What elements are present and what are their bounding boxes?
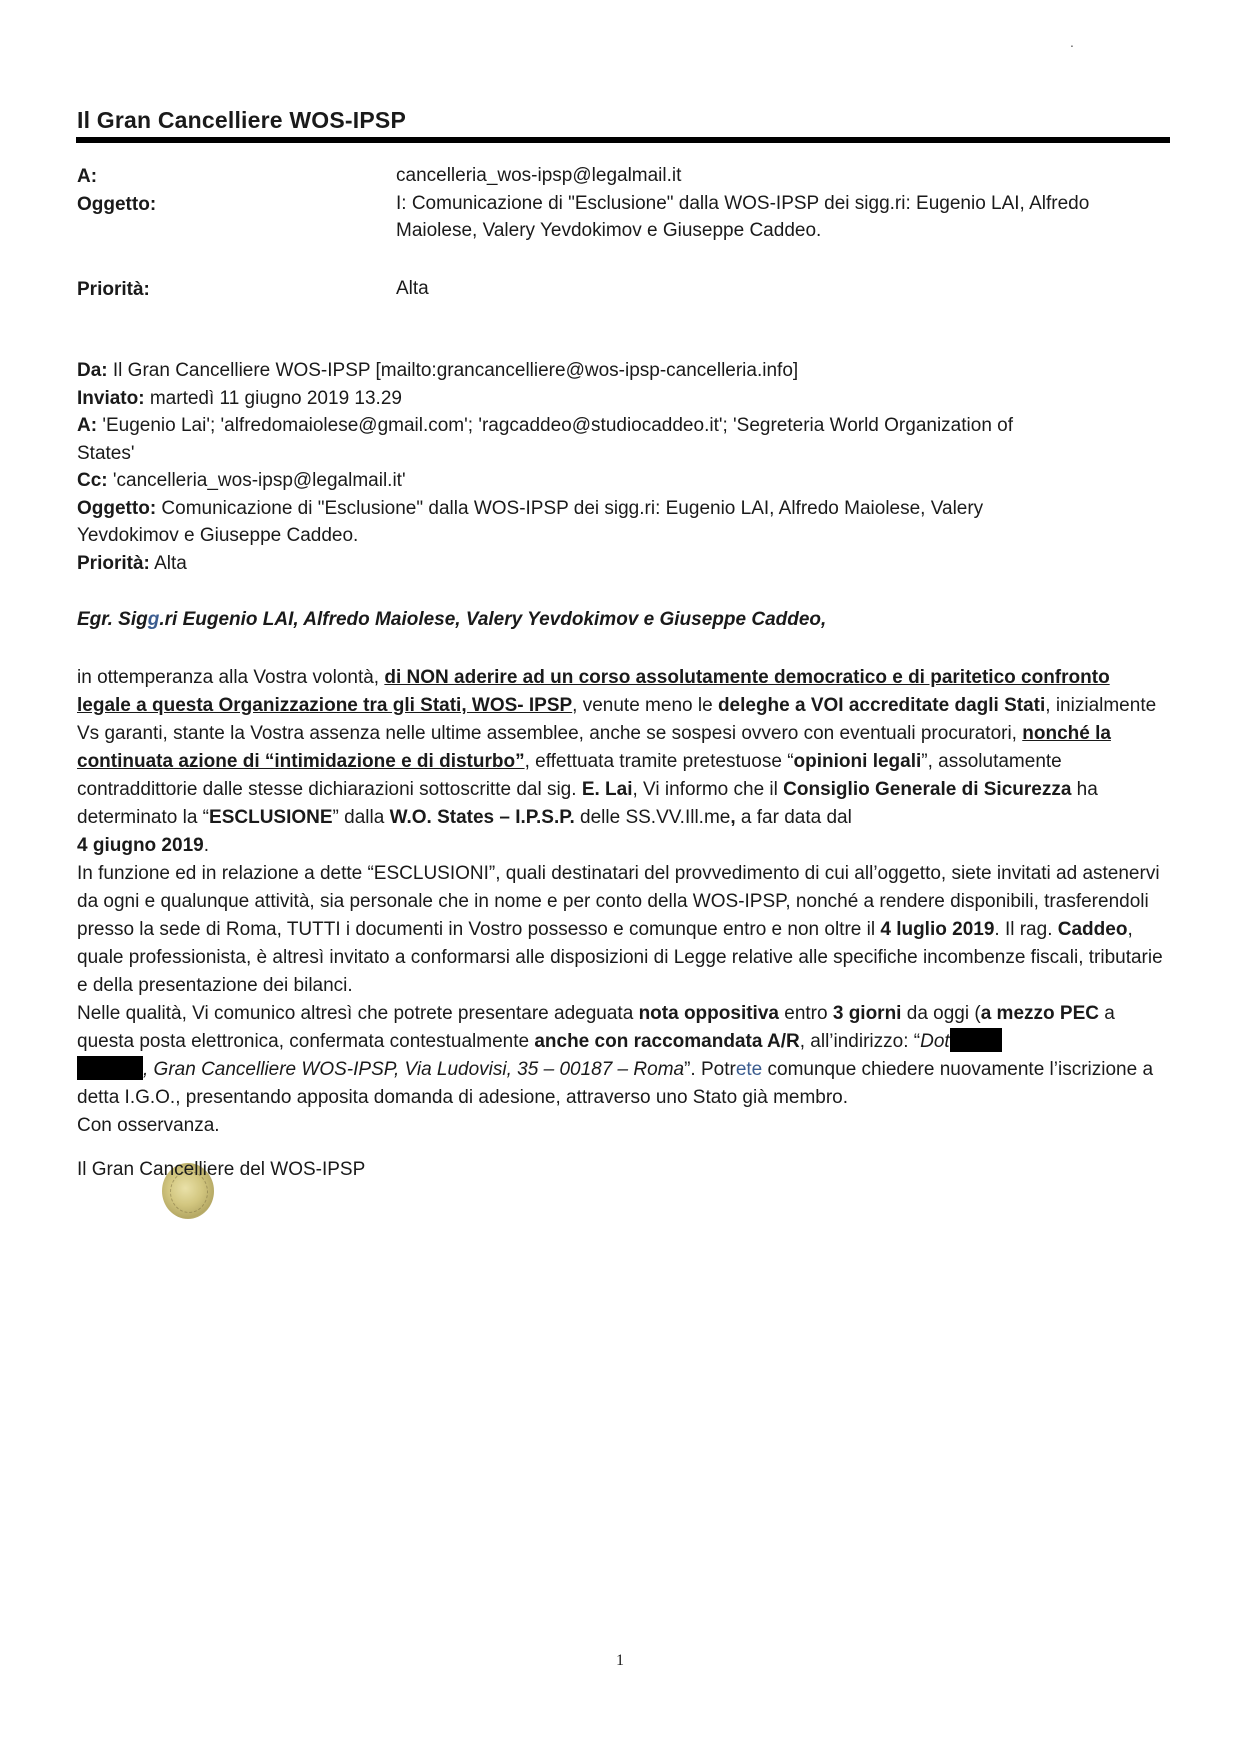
forwarded-meta — [77, 357, 1177, 577]
text-run: , quale professionista, è altresì invitato a conformarsi alle disposizioni di Legge relative alle specifiche incombenze fiscali, tributarie e della presentazione dei bilanci. — [77, 919, 1163, 996]
meta-subject-value: Comunicazione di "Esclusione" dalla WOS-IPSP dei sigg.ri: Eugenio LAI, Alfredo Maiolese, Valery — [156, 497, 984, 519]
text-run: , Vi informo che il — [632, 779, 784, 800]
redaction-block — [950, 1028, 1002, 1052]
meta-cc — [77, 467, 1177, 495]
text-run: , venute meno le — [572, 695, 718, 716]
text-run-italic: , Gran Cancelliere WOS-IPSP, Via Ludovisi, 35 – 00187 – Roma — [143, 1059, 685, 1080]
meta-priority — [77, 550, 1177, 578]
text-run: ” dalla — [332, 807, 390, 828]
text-run: , all’indirizzo: “ — [799, 1031, 921, 1052]
letter-body — [77, 664, 1167, 1140]
meta-to-label: A: — [77, 415, 98, 436]
paragraph-1 — [77, 664, 1167, 860]
text-run: in ottemperanza alla Vostra volontà, — [77, 667, 385, 688]
paragraph-2 — [77, 860, 1167, 1000]
letter-salutation — [77, 609, 826, 631]
meta-cc-label: Cc: — [77, 470, 108, 491]
salutation-part: Egr. Sig — [77, 609, 148, 630]
text-run: a far data dal — [735, 807, 852, 828]
text-run: , effettuata tramite pretestuose “ — [524, 751, 794, 772]
text-run-blue: ete — [735, 1059, 763, 1080]
text-run-bold: E. Lai — [581, 779, 633, 800]
text-run-bold: 3 giorni — [832, 1003, 902, 1024]
text-run: a questa posta elettronica, confermata contestualmente — [77, 1003, 1115, 1052]
meta-sent-label: Inviato: — [77, 387, 145, 409]
text-run-bold: , — [730, 807, 736, 828]
title-rule — [76, 137, 1170, 143]
meta-subject — [77, 495, 1177, 523]
header-to-label: A: — [77, 166, 98, 187]
text-run-bold: a mezzo PEC — [980, 1003, 1099, 1024]
text-run-bold: deleghe a VOI accreditate dagli Stati — [717, 695, 1046, 716]
meta-to-cont: States' — [77, 442, 135, 464]
meta-to-value: 'Eugenio Lai'; 'alfredomaiolese@gmail.com'; 'ragcaddeo@studiocaddeo.it'; 'Segreteria World Organization of — [97, 415, 1014, 436]
text-run-bold: anche con raccomandata A/R — [534, 1031, 800, 1052]
text-run-bold: W.O. States – I.P.S.P. — [389, 807, 575, 828]
page-number: 1 — [616, 1652, 624, 1669]
meta-from — [77, 357, 1177, 385]
text-run: , inizialmente Vs garanti, stante la Vostra assenza nelle ultime assemblee, anche se sospesi ovvero con eventuali procuratori, — [77, 695, 1157, 744]
corner-mark: . — [1070, 34, 1074, 50]
text-run-italic: Dot — [920, 1031, 950, 1052]
salutation-part: .ri Eugenio LAI, Alfredo Maiolese, Valery Yevdokimov e Giuseppe Caddeo, — [159, 609, 827, 630]
text-run-bold: nota oppositiva — [638, 1003, 779, 1024]
meta-subject-label: Oggetto: — [77, 497, 157, 519]
text-run: delle SS.VV.Ill.me — [574, 807, 731, 828]
header-to-value: cancelleria_wos-ipsp@legalmail.it — [396, 165, 682, 186]
text-run: In funzione ed in relazione a dette “ESCLUSIONI”, quali destinatari del provvedimento di cui all’oggetto, siete invitati ad astenervi da ogni e qualunque attività, sia personale che in nome e per conto della WOS-IPSP, nonché a rendere disponibili, trasferendoli presso la sede di Roma, TUTTI i documenti in Vostro possesso e comunque entro e non oltre il — [77, 863, 1160, 940]
text-run-bold: Caddeo — [1057, 919, 1128, 940]
signature-line: Il Gran Cancelliere del WOS-IPSP — [77, 1159, 366, 1180]
closing: Con osservanza. — [77, 1115, 220, 1136]
meta-sent — [77, 385, 1177, 413]
text-run: ”, assolutamente contraddittorie dalle stesse dichiarazioni sottoscritte dal sig. — [77, 751, 1062, 800]
header-subject-value — [396, 190, 1156, 244]
salutation-part: g — [147, 609, 160, 630]
text-run-bold-underline: di NON aderire ad un corso assolutamente democratico e di paritetico confronto legale a questa Organizzazione tra gli Stati, WOS- IPSP — [77, 667, 1110, 716]
text-run: Nelle qualità, Vi comunico altresì che potrete presentare adeguata — [77, 1003, 639, 1024]
meta-priority-label: Priorità: — [77, 552, 150, 574]
text-run: ha determinato la “ — [77, 779, 1098, 828]
header-priority-label: Priorità: — [77, 279, 150, 300]
text-run-bold: Consiglio Generale di Sicurezza — [783, 779, 1072, 800]
paragraph-3 — [77, 1000, 1167, 1112]
text-run: . — [203, 835, 209, 856]
meta-to — [77, 412, 1177, 440]
text-run: da oggi ( — [901, 1003, 981, 1024]
text-run-bold: opinioni legali — [793, 751, 922, 772]
text-run: . Il rag. — [994, 919, 1058, 940]
text-run: ”. Potr — [684, 1059, 736, 1080]
text-run: entro — [778, 1003, 833, 1024]
meta-subject-cont: Yevdokimov e Giuseppe Caddeo. — [77, 525, 359, 546]
text-run-bold: 4 giugno 2019 — [77, 835, 204, 856]
text-run-bold: ESCLUSIONE — [209, 807, 333, 828]
header-subject-label: Oggetto: — [77, 194, 157, 215]
text-run: comunque chiedere nuovamente l’iscrizione a detta I.G.O., presentando apposita domanda di adesione, attraverso uno Stato già membro. — [77, 1059, 1154, 1108]
text-run-bold: 4 luglio 2019 — [880, 919, 995, 940]
meta-sent-value: martedì 11 giugno 2019 13.29 — [144, 387, 402, 409]
meta-cc-value: 'cancelleria_wos-ipsp@legalmail.it' — [107, 470, 406, 491]
meta-priority-value: Alta — [149, 552, 187, 574]
header-subject-line: Maiolese, Valery Yevdokimov e Giuseppe Caddeo. — [396, 220, 822, 241]
redaction-block — [77, 1056, 143, 1080]
text-run-bold-underline: nonché la continuata azione di “intimidazione e di disturbo” — [77, 723, 1111, 772]
header-priority-value: Alta — [396, 278, 429, 299]
meta-from-value: Il Gran Cancelliere WOS-IPSP [mailto:grancancelliere@wos-ipsp-cancelleria.info] — [107, 360, 799, 381]
document-title: Il Gran Cancelliere WOS-IPSP — [77, 107, 406, 133]
meta-from-label: Da: — [77, 360, 108, 381]
header-subject-line: I: Comunicazione di "Esclusione" dalla WOS-IPSP dei sigg.ri: Eugenio LAI, Alfredo — [396, 193, 1090, 214]
